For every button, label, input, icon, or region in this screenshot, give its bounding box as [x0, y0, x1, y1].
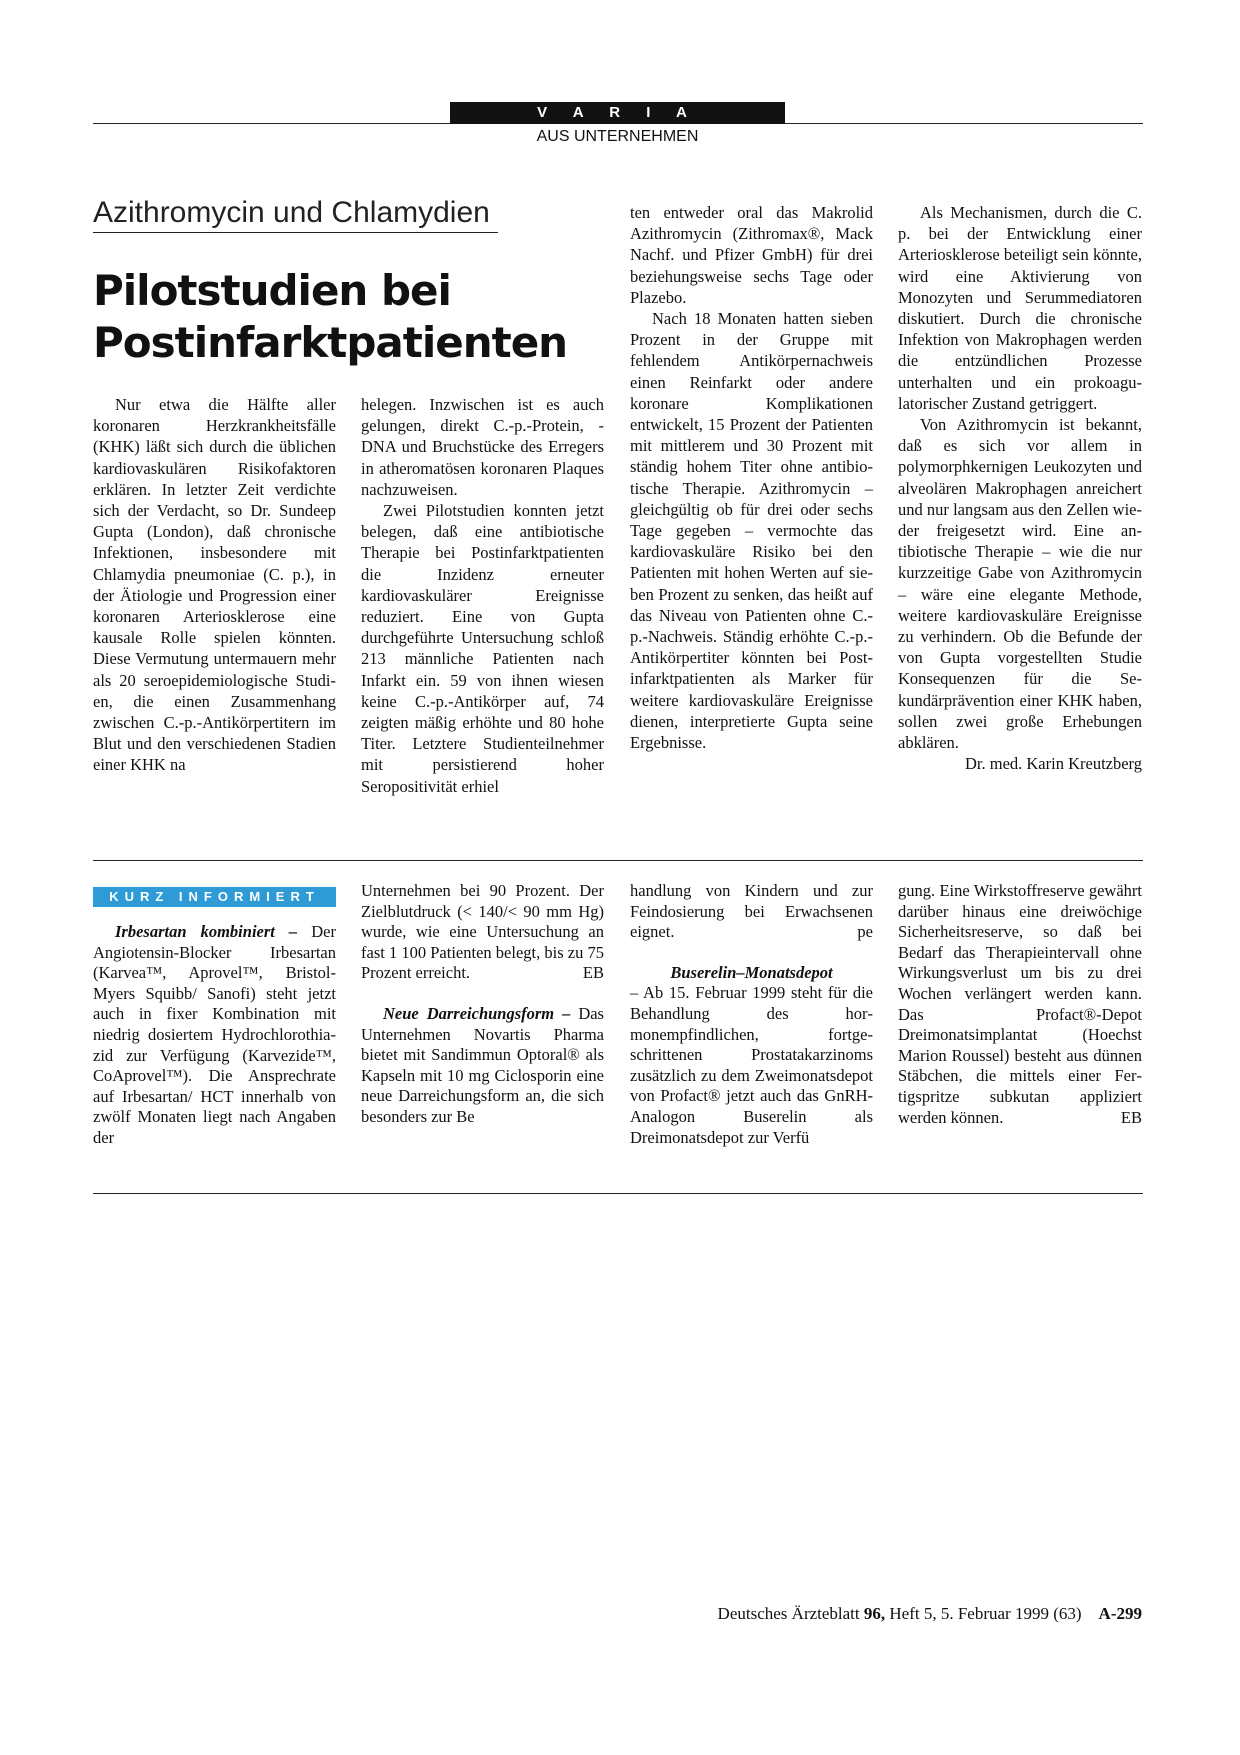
paragraph: Nach 18 Monaten hatten sieben Prozent in der Gruppe mit fehlendem Antikörpernachweis einen Reinfarkt oder andere koronare Komplikationen entwickelt, 15 Prozent der Patienten mit mittlerem und 30 Prozent mit ständig hohem Titer ohne antibiotische Therapie. Azithromycin – gleichgültig ob für drei oder sechs Tage gegeben – vermochte das kardiovaskuläre Risiko bei den Patienten mit hohen Werten auf sieben Prozent zu senken, das heißt auf das Niveau von Patienten ohne C.-p.-Nachweis. Ständig erhöhte C.-p.-Antikörpertiter könnten bei Postinfarktpatienten als Marker für weitere kardiovaskuläre Ereignisse dienen, interpretierte Gupta seine Ergebnisse.: [630, 309, 873, 753]
section-bar: V A R I A: [450, 102, 785, 124]
news-item-signature: EB: [582, 963, 604, 983]
news-item-signature: pe: [857, 922, 873, 942]
kurz-divider: [93, 1193, 1143, 1194]
paragraph: Von Azithromycin ist bekannt, daß es sich vor allem in polymorphkernigen Leukozyten und alveolären Makrophagen anreichert und nur langsam aus den Zellen wieder freigesetzt wird. Eine antibiotische Therapie – wie die nur kurzzeitige Gabe von Azithromycin – wäre eine elegante Methode, weitere kardiovaskuläre Ereignisse zu verhindern. Ob die Befunde der von Gupta vorgestellten Studie Konsequenzen für die Sekundärprävention einer KHK haben, sollen zwei große Erhebungen abklären.: [898, 415, 1142, 753]
section-label: AUS UNTERNEHMEN: [536, 128, 699, 145]
kurz-column-4: [898, 881, 1142, 1128]
news-item-title: Buserelin–Monatsdepot: [670, 962, 833, 982]
headline-line-2: Postinfarktpatienten: [93, 318, 568, 367]
article-column-1: [93, 394, 336, 776]
author-signature: Dr. med. Karin Kreutzberg: [964, 754, 1142, 774]
paragraph: ten entweder oral das Makrolid Azithromycin (Zithromax®, Mack Nachf. und Pfizer GmbH) für drei beziehungsweise sechs Tage oder Plazebo.: [630, 203, 873, 307]
news-item-text: Das Unternehmen Novartis Pharma bietet mit Sandimmun Optoral® als Kapseln mit 10 mg Ciclosporin eine neue Darreichungsform an, die sich besonders zur Be: [361, 1003, 604, 1126]
paragraph: Zwei Pilotstudien konnten jetzt belegen, daß eine antibiotische Therapie bei Postinfarktpatienten die Inzidenz erneuter kardiovaskulärer Ereignisse reduziert. Eine von Gupta durchgeführte Untersuchung schloß 213 männliche Patienten nach Infarkt ein. 59 von ihnen wiesen keine C.-p.-Antikörper auf, 74 zeigten mäßig erhöhte und 80 hohe Titer. Letztere Studienteilnehmer mit persistierend hoher Seropositivität erhiel: [361, 501, 604, 796]
news-item-continuation: handlung von Kindern und zur Feindosierung bei Erwachsenen eignet.: [630, 881, 873, 942]
article-divider: [93, 860, 1143, 861]
news-item-continuation: Unternehmen bei 90 Prozent. Der Zielblutdruck (< 140/< 90 mm Hg) wurde, wie eine Untersuchung an fast 1 100 Patienten belegt, bis zu 75 Prozent erreicht.: [361, 881, 604, 983]
page-number: A-299: [1098, 1604, 1142, 1623]
kurz-column-1: [93, 922, 336, 1149]
headline-line-1: Pilotstudien bei: [93, 266, 451, 315]
article-column-2: [361, 394, 604, 797]
article-column-3: [630, 202, 873, 753]
paragraph: Als Mechanismen, durch die C. p. bei der Entwicklung einer Arteriosklerose beteiligt sein könnte, wird eine Aktivierung von Monozyten und Serummediatoren diskutiert. Durch die chronische Infektion von Makrophagen werden die entzündlichen Prozesse unterhalten und ein prokoagulatorischer Zustand getriggert.: [898, 203, 1142, 413]
paragraph: helegen. Inzwischen ist es auch gelungen, direkt C.-p.-Protein, -DNA und Bruchstücke des Erregers in atheromatösen koronaren Plaques nachzuweisen.: [361, 395, 604, 499]
news-item-continuation: gung. Eine Wirkstoffreserve gewährt darüber hinaus eine dreiwöchige Sicherheitsreserve, so daß bei Bedarf das Therapieintervall ohne Wirkungsverlust um bis zu drei Wochen verlängert werden kann. Das Profact®-Depot Dreimonatsimplantat (Hoechst Marion Roussel) besteht aus dünnen Stäbchen, die mittels einer Fertigspritze subkutan appliziert werden können.: [898, 881, 1142, 1127]
news-item-signature: EB: [1120, 1107, 1142, 1127]
journal-volume: 96,: [863, 1604, 886, 1623]
news-item-title: Neue Darreichungsform –: [383, 1003, 571, 1023]
news-item-title: Irbesartan kombiniert –: [115, 922, 298, 941]
kurz-informiert-badge: KURZ INFORMIERT: [93, 887, 336, 907]
journal-issue: Heft 5, 5. Februar 1999 (63): [885, 1604, 1082, 1623]
news-item-text: – Ab 15. Februar 1999 steht für die Behandlung des hormonempfindlichen, fortgeschrittenen Prostatakarzinoms zusätzlich zu dem Zweimonatsdepot von Profact® jetzt auch das GnRH-Analogon Buserelin als Dreimonatsdepot zur Verfü: [630, 983, 873, 1147]
page-footer: [560, 1604, 1142, 1624]
journal-name: Deutsches Ärzteblatt: [717, 1604, 864, 1623]
paragraph: Nur etwa die Hälfte aller koronaren Herzkrankheitsfälle (KHK) läßt sich durch die üblichen kardiovaskulären Risikofaktoren erklären. In letzter Zeit verdichte sich der Verdacht, so Dr. Sundeep Gupta (London), daß chronische Infektionen, insbesondere mit Chlamydia pneumoniae (C. p.), in der Ätiologie und Progression einer koronaren Arteriosklerose eine kausale Rolle spielen könnten. Diese Vermutung untermauern mehr als 20 seroepidemiologische Studien, die einen Zusammenhang zwischen C.-p.-Antikörpertitern im Blut und den verschiedenen Stadien einer KHK na: [93, 395, 336, 775]
news-item: [93, 922, 336, 1149]
kurz-column-3: [630, 881, 873, 1148]
news-item: [361, 1004, 604, 1128]
news-item-text: Der Angiotensin-Blocker Irbesartan (Karvea™, Aprovel™, Bristol-Myers Squibb/ Sanofi) steht jetzt auch in fixer Kombination mit niedrig dosiertem Hydrochlorothiazid zur Verfügung (Karvezide™, CoAprovel™). Die Ansprechrate auf Irbesartan/ HCT innerhalb von zwölf Monaten liegt nach Angaben der: [93, 922, 336, 1147]
kurz-column-2: [361, 881, 604, 1128]
article-headline: [93, 265, 613, 369]
article-kicker: Azithromycin und Chlamydien: [93, 196, 498, 233]
article-column-4: [898, 202, 1142, 774]
